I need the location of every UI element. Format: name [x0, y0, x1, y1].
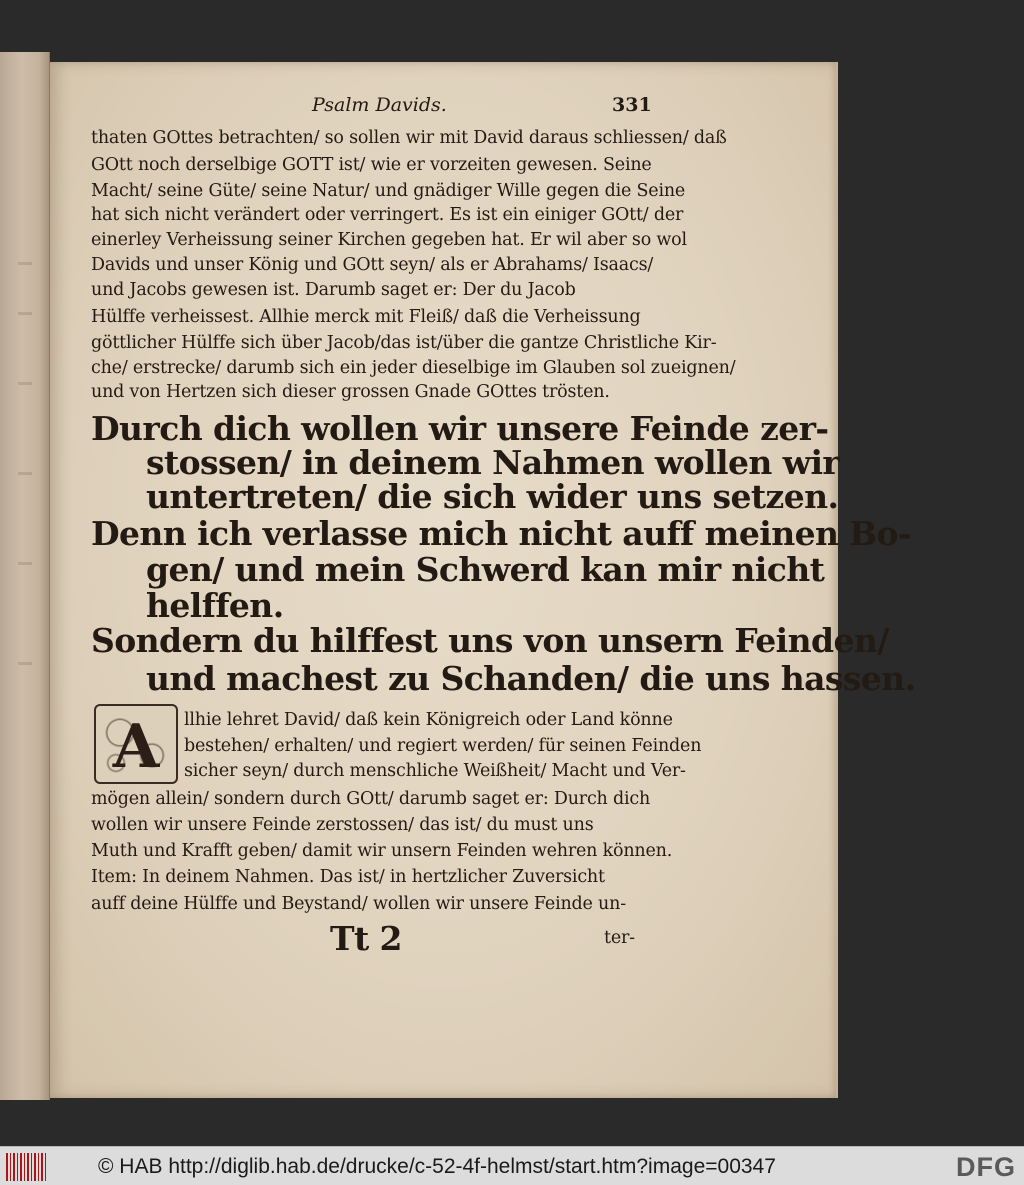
body-line: einerley Verheissung seiner Kirchen gegeben hat. Er wil aber so wol [91, 230, 687, 250]
commentary-line: sicher seyn/ durch menschliche Weißheit/ Macht und Ver- [184, 761, 686, 781]
verse-line: Sondern du hilffest uns von unsern Feinden/ [91, 621, 889, 660]
decorated-initial [94, 704, 178, 784]
verse-line: Denn ich verlasse mich nicht auff meinen Bo- [91, 514, 912, 553]
page-number: 331 [612, 94, 652, 116]
body-line: hat sich nicht verändert oder verringert. Es ist ein einiger GOtt/ der [91, 205, 684, 225]
verse-line: helffen. [146, 586, 284, 625]
body-line: che/ erstrecke/ darumb sich ein jeder dieselbige im Glauben sol zueignen/ [91, 358, 736, 378]
running-head: Psalm Davids. [312, 94, 447, 116]
commentary-line: bestehen/ erhalten/ und regiert werden/ für seinen Feinden [184, 736, 702, 756]
hab-logo-icon [6, 1153, 48, 1181]
previous-page-edge [0, 52, 50, 1100]
commentary-line: wollen wir unsere Feinde zerstossen/ das ist/ du must uns [91, 815, 594, 835]
commentary-line: llhie lehret David/ daß kein Königreich oder Land könne [184, 710, 673, 730]
initial-letter: A [112, 712, 160, 782]
verse-line: und machest zu Schanden/ die uns hassen. [146, 659, 916, 698]
verse-line: gen/ und mein Schwerd kan mir nicht [146, 550, 825, 589]
commentary-line: auff deine Hülffe und Beystand/ wollen wir unsere Feinde un- [91, 894, 626, 914]
verse-line: untertreten/ die sich wider uns setzen. [146, 477, 839, 516]
body-line: göttlicher Hülffe sich über Jacob/das ist/über die gantze Christliche Kir- [91, 333, 717, 353]
signature-mark: Tt 2 [330, 919, 402, 958]
citation-link[interactable]: © HAB http://diglib.hab.de/drucke/c-52-4f-helmst/start.htm?image=00347 [98, 1155, 776, 1178]
body-line: Macht/ seine Güte/ seine Natur/ und gnädiger Wille gegen die Seine [91, 181, 686, 201]
commentary-line: Muth und Krafft geben/ damit wir unsern Feinden wehren können. [91, 841, 673, 861]
body-line: und von Hertzen sich dieser grossen Gnade GOttes trösten. [91, 382, 610, 402]
commentary-line: mögen allein/ sondern durch GOtt/ darumb saget er: Durch dich [91, 789, 651, 809]
body-line: thaten GOttes betrachten/ so sollen wir mit David daraus schliessen/ daß [91, 128, 727, 148]
footer-bar [0, 1146, 1024, 1185]
dfg-logo: DFG [956, 1152, 1016, 1182]
catchword: ter- [604, 928, 635, 948]
body-line: und Jacobs gewesen ist. Darumb saget er: Der du Jacob [91, 280, 576, 300]
verse-line: stossen/ in deinem Nahmen wollen wir [146, 443, 840, 482]
verse-line: Durch dich wollen wir unsere Feinde zer- [91, 409, 829, 448]
body-line: Hülffe verheissest. Allhie merck mit Fleiß/ daß die Verheissung [91, 307, 641, 327]
body-line: GOtt noch derselbige GOTT ist/ wie er vorzeiten gewesen. Seine [91, 155, 652, 175]
commentary-line: Item: In deinem Nahmen. Das ist/ in hertzlicher Zuversicht [91, 867, 605, 887]
body-line: Davids und unser König und GOtt seyn/ als er Abrahams/ Isaacs/ [91, 255, 654, 275]
